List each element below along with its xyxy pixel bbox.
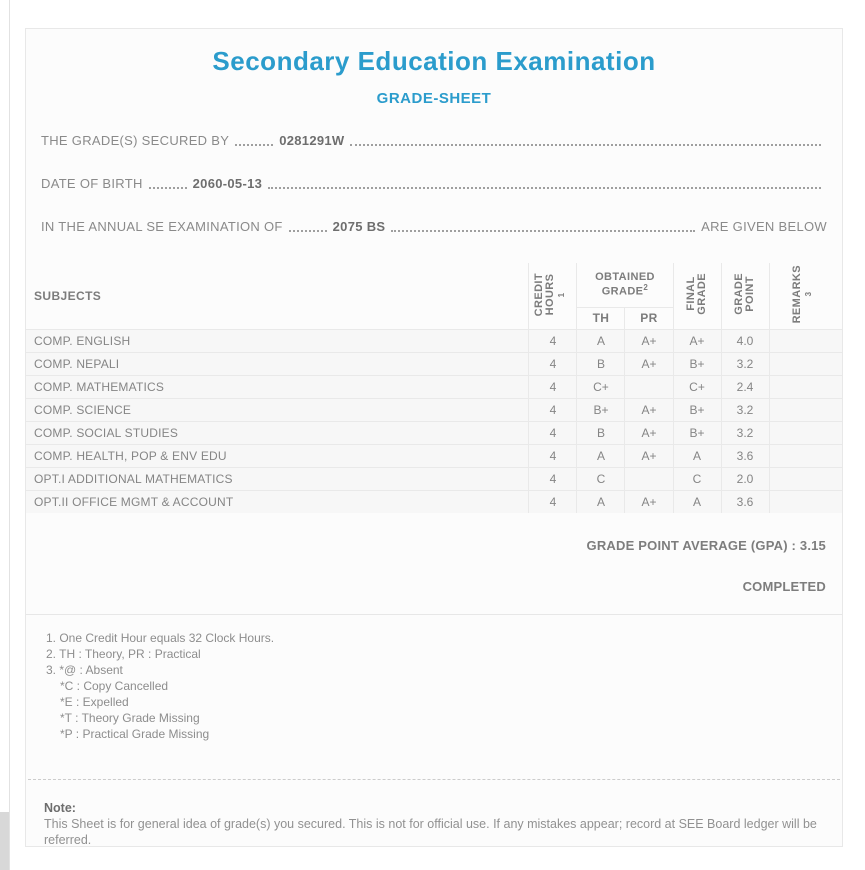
theory-grade-cell: C+: [577, 375, 625, 398]
subject-cell: COMP. HEALTH, POP & ENV EDU: [26, 444, 529, 467]
table-row: [26, 398, 842, 421]
table-row: [26, 421, 842, 444]
grades-table: [26, 263, 842, 513]
table-row: [26, 375, 842, 398]
gpa-line: [26, 538, 826, 553]
remarks-cell: [769, 352, 842, 375]
table-row: [26, 329, 842, 352]
theory-grade-cell: C: [577, 467, 625, 490]
grade-point-cell: 3.2: [721, 421, 769, 444]
candidate-info-section: [41, 134, 827, 234]
symbol-number-value: 0281291W: [279, 133, 345, 148]
page-left-border: [9, 0, 10, 870]
table-row: [26, 490, 842, 513]
date-of-birth-value: 2060-05-13: [192, 176, 263, 191]
grade-point-cell: 3.2: [721, 398, 769, 421]
grade-point-cell: 3.6: [721, 490, 769, 513]
grades-table-header: [26, 263, 842, 329]
remarks-column-header: REMARKS $^3$: [769, 263, 842, 329]
footnote-subitem: *P : Practical Grade Missing: [60, 727, 210, 741]
practical-grade-cell: [625, 467, 673, 490]
result-summary: [26, 513, 842, 594]
table-row: [26, 444, 842, 467]
page-title: Secondary Education Examination: [212, 46, 656, 76]
footnotes-section: [26, 614, 842, 742]
credit-hours-column-header: CREDIT HOURS $^1$: [529, 263, 577, 329]
subject-cell: COMP. NEPALI: [26, 352, 529, 375]
final-grade-cell: A: [673, 490, 721, 513]
footnote-subitem: *C : Copy Cancelled: [60, 679, 169, 693]
remarks-cell: [769, 467, 842, 490]
practical-grade-cell: A+: [625, 444, 673, 467]
practical-grade-cell: A+: [625, 421, 673, 444]
practical-grade-cell: A+: [625, 398, 673, 421]
status-badge: COMPLETED: [742, 579, 826, 594]
theory-grade-cell: A: [577, 444, 625, 467]
dot-leader: [289, 230, 327, 232]
practical-grade-cell: A+: [625, 352, 673, 375]
credit-hours-cell: 4: [529, 467, 577, 490]
credit-hours-cell: 4: [529, 375, 577, 398]
remarks-cell: [769, 375, 842, 398]
table-row: [26, 467, 842, 490]
theory-grade-cell: B: [577, 421, 625, 444]
credit-hours-cell: 4: [529, 444, 577, 467]
examination-of-label: IN THE ANNUAL SE EXAMINATION OF: [41, 219, 283, 234]
grade-point-cell: 3.2: [721, 352, 769, 375]
final-grade-cell: A+: [673, 329, 721, 352]
note-section: [26, 780, 842, 847]
theory-grade-cell: B: [577, 352, 625, 375]
footnote-item: 2. TH : Theory, PR : Practical: [46, 647, 201, 661]
dot-leader: [350, 144, 821, 146]
info-line-examination-year: [41, 220, 827, 234]
remarks-cell: [769, 329, 842, 352]
final-grade-cell: B+: [673, 421, 721, 444]
grade-point-cell: 3.6: [721, 444, 769, 467]
subject-cell: COMP. ENGLISH: [26, 329, 529, 352]
remarks-cell: [769, 444, 842, 467]
grade-point-cell: 2.4: [721, 375, 769, 398]
table-row: [26, 352, 842, 375]
footnote-item: 3. *@ : Absent: [46, 663, 123, 677]
credit-hours-cell: 4: [529, 421, 577, 444]
final-grade-cell: B+: [673, 398, 721, 421]
scrollbar-thumb[interactable]: [0, 812, 9, 870]
credit-hours-cell: 4: [529, 352, 577, 375]
gpa-value: 3.15: [799, 538, 826, 553]
practical-column-header: PR: [625, 307, 673, 329]
remarks-cell: [769, 490, 842, 513]
grade-sheet-card: [25, 28, 843, 847]
page-subtitle: GRADE-SHEET: [376, 90, 492, 107]
subjects-column-header: SUBJECTS: [26, 263, 529, 329]
final-grade-cell: C+: [673, 375, 721, 398]
note-heading: Note:: [44, 801, 76, 815]
grades-secured-by-label: THE GRADE(S) SECURED BY: [41, 133, 230, 148]
dot-leader: [235, 144, 273, 146]
final-grade-column-header: FINAL GRADE: [673, 263, 721, 329]
credit-hours-cell: 4: [529, 398, 577, 421]
dot-leader: [149, 187, 187, 189]
grade-point-column-header: GRADE POINT: [721, 263, 769, 329]
footnote-item: 1. One Credit Hour equals 32 Clock Hours.: [46, 631, 275, 645]
practical-grade-cell: A+: [625, 490, 673, 513]
obtained-grade-column-header: OBTAINED GRADE$^2$: [577, 263, 673, 307]
theory-grade-cell: B+: [577, 398, 625, 421]
gpa-label: GRADE POINT AVERAGE (GPA): [586, 538, 788, 553]
dot-leader: [391, 230, 695, 232]
footnote-subitem: *E : Expelled: [60, 695, 129, 709]
subject-cell: OPT.II OFFICE MGMT & ACCOUNT: [26, 490, 529, 513]
subject-cell: COMP. MATHEMATICS: [26, 375, 529, 398]
practical-grade-cell: [625, 375, 673, 398]
note-body: This Sheet is for general idea of grade(s) you secured. This is not for official use. If any mistakes appear; record at SEE Board ledger will be referred.: [44, 817, 817, 847]
subject-cell: COMP. SOCIAL STUDIES: [26, 421, 529, 444]
theory-column-header: TH: [577, 307, 625, 329]
theory-grade-cell: A: [577, 490, 625, 513]
remarks-cell: [769, 421, 842, 444]
dot-leader: [268, 187, 821, 189]
date-of-birth-label: DATE OF BIRTH: [41, 176, 143, 191]
footnote-subitem: *T : Theory Grade Missing: [60, 711, 200, 725]
info-line-date-of-birth: [41, 177, 827, 191]
info-line-grades-secured-by: [41, 134, 827, 148]
practical-grade-cell: A+: [625, 329, 673, 352]
subject-cell: COMP. SCIENCE: [26, 398, 529, 421]
credit-hours-cell: 4: [529, 490, 577, 513]
subject-cell: OPT.I ADDITIONAL MATHEMATICS: [26, 467, 529, 490]
grade-point-cell: 4.0: [721, 329, 769, 352]
final-grade-cell: B+: [673, 352, 721, 375]
grade-point-cell: 2.0: [721, 467, 769, 490]
are-given-below-label: ARE GIVEN BELOW: [701, 219, 827, 234]
credit-hours-cell: 4: [529, 329, 577, 352]
remarks-cell: [769, 398, 842, 421]
final-grade-cell: C: [673, 467, 721, 490]
examination-year-value: 2075 BS: [332, 219, 386, 234]
final-grade-cell: A: [673, 444, 721, 467]
grades-table-body: [26, 329, 842, 513]
gpa-separator: :: [787, 538, 800, 553]
theory-grade-cell: A: [577, 329, 625, 352]
